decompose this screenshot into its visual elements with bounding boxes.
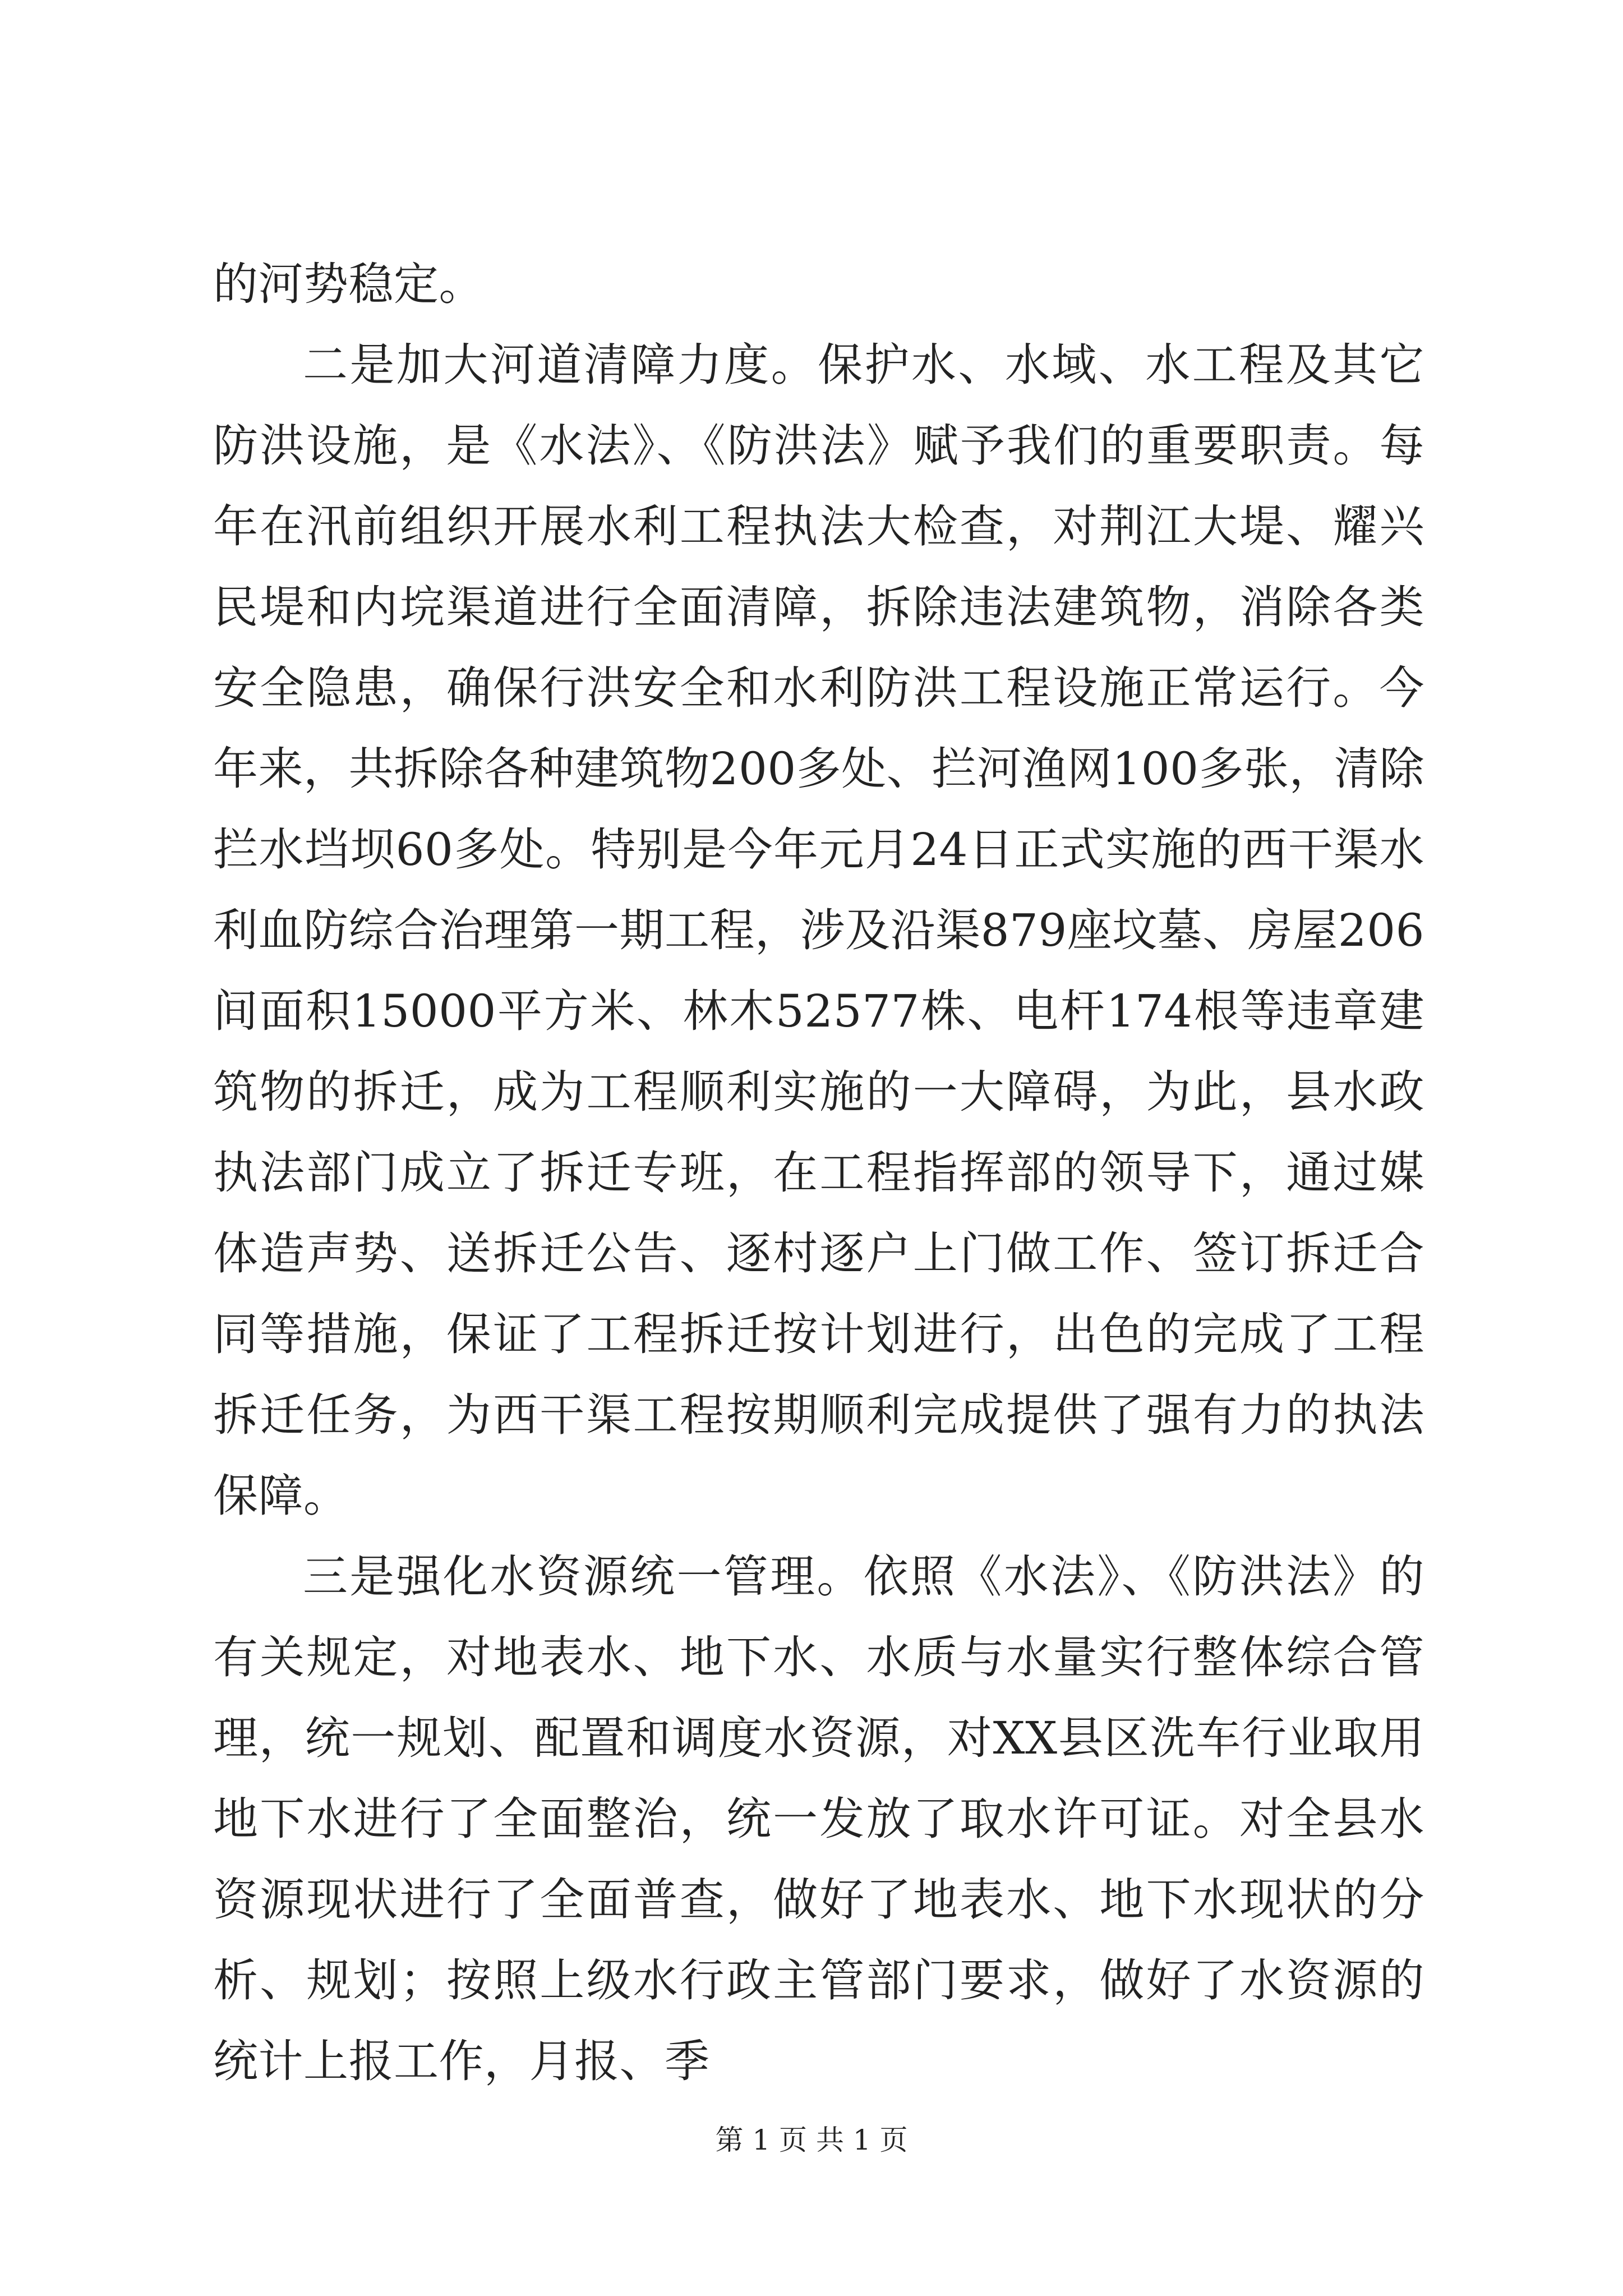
- paragraph-river-clearance: 二是加大河道清障力度。保护水、水域、水工程及其它防洪设施，是《水法》、《防洪法》赋予我们的重要职责。每年在汛前组织开展水利工程执法大检查，对荆江大堤、耀兴民堤和内垸渠道进行全面清障，拆除违法建筑物，消除各类安全隐患，确保行洪安全和水利防洪工程设施正常运行。今年来，共拆除各种建筑物200多处、拦河渔网100多张，清除拦水垱坝60多处。特别是今年元月24日正式实施的西干渠水利血防综合治理第一期工程，涉及沿渠879座坟墓、房屋206间面积15000平方米、林木52577株、电杆174根等违章建筑物的拆迁，成为工程顺利实施的一大障碍，为此，县水政执法部门成立了拆迁专班，在工程指挥部的领导下，通过媒体造声势、送拆迁公告、逐村逐户上门做工作、签订拆迁合同等措施，保证了工程拆迁按计划进行，出色的完成了工程拆迁任务，为西干渠工程按期顺利完成提供了强有力的执法保障。: [213, 339, 1424, 1522]
- paragraph-continuation: 的河势稳定。: [213, 258, 484, 310]
- paragraph-water-resource-management: 三是强化水资源统一管理。依照《水法》、《防洪法》的有关规定，对地表水、地下水、水质与水量实行整体综合管理，统一规划、配置和调度水资源，对XX县区洗车行业取用地下水进行了全面整治，统一发放了取水许可证。对全县水资源现状进行了全面普查，做好了地表水、地下水现状的分析、规划；按照上级水行政主管部门要求，做好了水资源的统计上报工作，月报、季: [213, 1550, 1424, 2087]
- page-footer: 第 1 页 共 1 页: [715, 2124, 908, 2156]
- document-body: [213, 244, 1424, 2102]
